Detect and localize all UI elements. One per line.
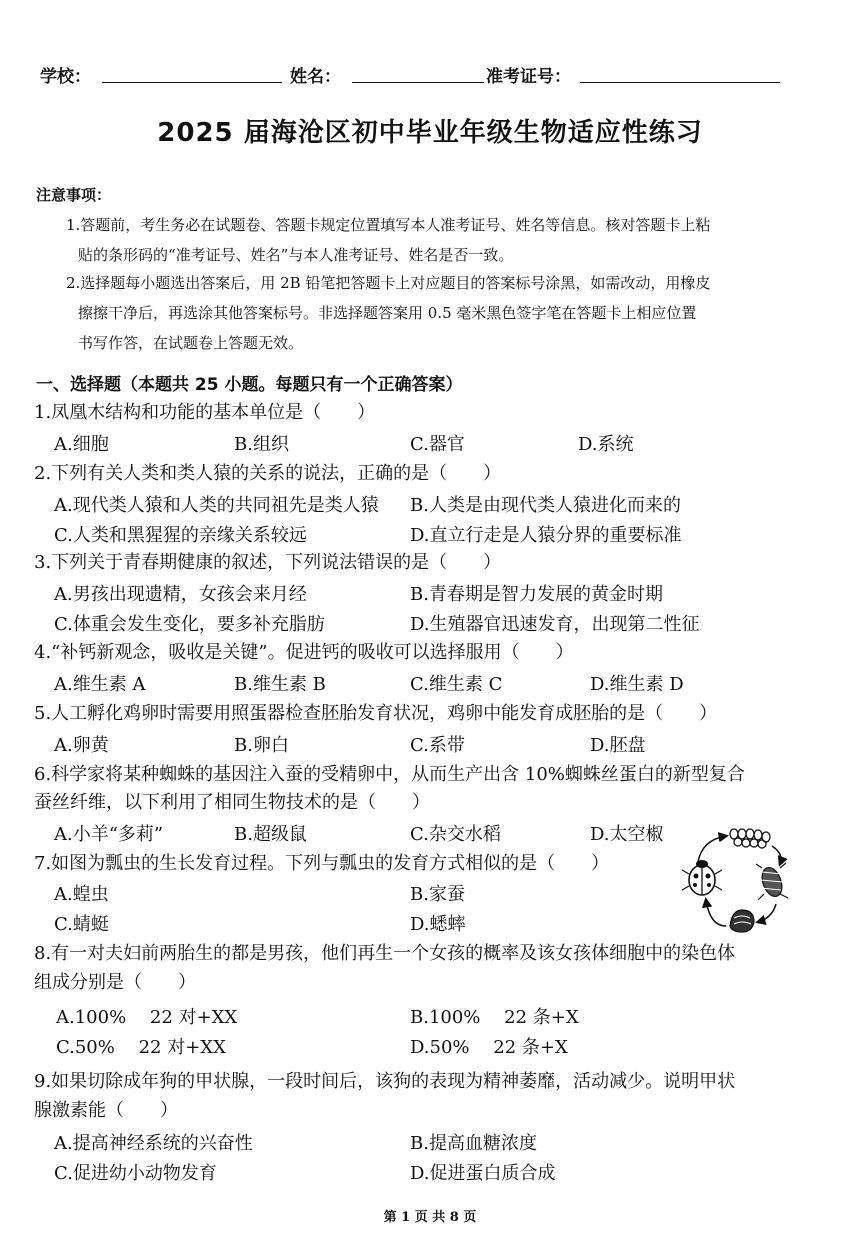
question-8-option-d: D.50% 22 条+X xyxy=(410,1037,568,1058)
question-3-option-d: D.生殖器官迅速发育，出现第二性征 xyxy=(410,614,700,635)
question-5-option-a: A.卵黄 xyxy=(54,735,109,756)
question-8-option-a: A.100% 22 对+XX xyxy=(56,1007,238,1028)
notice-item1-line1: 1.答题前，考生务必在试题卷、答题卡规定位置填写本人准考证号、姓名等信息。核对答题卡上粘 xyxy=(66,216,711,234)
question-4-option-d: D.维生素 D xyxy=(590,674,684,695)
question-8-stem-line2: 组成分别是（ ） xyxy=(34,972,196,993)
question-2-option-d: D.直立行走是人猿分界的重要标准 xyxy=(410,525,682,546)
question-2-stem: 2.下列有关人类和类人猿的关系的说法，正确的是（ ） xyxy=(34,463,502,484)
question-2-option-a: A.现代类人猿和人类的共同祖先是类人猿 xyxy=(54,495,379,516)
question-4-option-c: C.维生素 C xyxy=(410,674,503,695)
name-blank xyxy=(352,82,484,83)
section-title: 一、选择题（本题共 25 小题。每题只有一个正确答案） xyxy=(36,375,463,395)
question-2-option-c: C.人类和黑猩猩的亲缘关系较远 xyxy=(54,525,307,546)
adult-ladybug-icon xyxy=(682,860,722,895)
question-9-stem-line1: 9.如果切除成年狗的甲状腺，一段时间后，该狗的表现为精神萎靡，活动减少。说明甲状 xyxy=(34,1071,736,1092)
pupa-icon xyxy=(730,910,754,932)
question-9-option-c: C.促进幼小动物发育 xyxy=(54,1163,217,1184)
question-8-option-b: B.100% 22 条+X xyxy=(410,1007,579,1028)
exam-title: 2025 届海沧区初中毕业年级生物适应性练习 xyxy=(157,118,703,148)
school-blank xyxy=(102,82,282,83)
question-7-option-b: B.家蚕 xyxy=(410,884,465,905)
question-6-stem-line2: 蚕丝纤维，以下利用了相同生物技术的是（ ） xyxy=(34,792,430,813)
question-8-stem-line1: 8.有一对夫妇前两胎生的都是男孩，他们再生一个女孩的概率及该女孩体细胞中的染色体 xyxy=(34,943,736,964)
question-5-option-b: B.卵白 xyxy=(234,735,289,756)
question-3-option-b: B.青春期是智力发展的黄金时期 xyxy=(410,584,663,605)
question-4-stem: 4.“补钙新观念，吸收是关键”。促进钙的吸收可以选择服用（ ） xyxy=(34,642,574,663)
exam-id-label: 准考证号： xyxy=(486,67,571,87)
question-6-option-a: A.小羊“多莉” xyxy=(54,824,164,845)
question-1-stem: 1.凤凰木结构和功能的基本单位是（ ） xyxy=(34,402,376,423)
question-8-option-c: C.50% 22 对+XX xyxy=(56,1037,226,1058)
notice-item2-line2: 擦擦干净后，再选涂其他答案标号。非选择题答案用 0.5 毫米黑色签字笔在答题卡上相应位置 xyxy=(78,304,697,322)
question-2-option-b: B.人类是由现代类人猿进化而来的 xyxy=(410,495,681,516)
page-footer: 第 1 页 共 8 页 xyxy=(383,1210,477,1225)
notice-item2-line3: 书写作答，在试题卷上答题无效。 xyxy=(78,334,304,352)
question-1-option-c: C.器官 xyxy=(410,434,465,455)
question-4-option-b: B.维生素 B xyxy=(234,674,326,695)
notice-heading: 注意事项： xyxy=(36,186,112,204)
question-6-option-d: D.太空椒 xyxy=(590,824,664,845)
question-1-option-a: A.细胞 xyxy=(54,434,109,455)
question-9-option-a: A.提高神经系统的兴奋性 xyxy=(54,1133,253,1154)
question-6-option-b: B.超级鼠 xyxy=(234,824,307,845)
question-6-option-c: C.杂交水稻 xyxy=(410,824,501,845)
question-7-option-d: D.蟋蟀 xyxy=(410,914,466,935)
question-7-stem: 7.如图为瓢虫的生长发育过程。下列与瓢虫的发育方式相似的是（ ） xyxy=(34,853,610,874)
question-5-option-c: C.系带 xyxy=(410,735,465,756)
egg-cluster-icon xyxy=(730,829,770,848)
question-3-stem: 3.下列关于青春期健康的叙述，下列说法错误的是（ ） xyxy=(34,552,502,573)
question-7-option-c: C.蜻蜓 xyxy=(54,914,109,935)
question-5-stem: 5.人工孵化鸡卵时需要用照蛋器检查胚胎发育状况，鸡卵中能发育成胚胎的是（ ） xyxy=(34,703,718,724)
question-9-option-b: B.提高血糖浓度 xyxy=(410,1133,537,1154)
question-6-stem-line1: 6.科学家将某种蜘蛛的基因注入蚕的受精卵中，从而生产出含 10%蜘蛛丝蛋白的新型复合 xyxy=(34,764,745,785)
question-5-option-d: D.胚盘 xyxy=(590,735,646,756)
question-7-option-a: A.蝗虫 xyxy=(54,884,109,905)
school-label: 学校： xyxy=(40,67,91,87)
question-4-option-a: A.维生素 A xyxy=(54,674,146,695)
name-label: 姓名： xyxy=(290,67,341,87)
exam-id-blank xyxy=(580,82,780,83)
question-3-option-c: C.体重会发生变化，要多补充脂肪 xyxy=(54,614,325,635)
ladybug-life-cycle-diagram xyxy=(680,822,792,940)
question-1-option-b: B.组织 xyxy=(234,434,289,455)
question-9-stem-line2: 腺激素能（ ） xyxy=(34,1100,178,1121)
candidate-info-line xyxy=(40,62,820,88)
question-9-option-d: D.促进蛋白质合成 xyxy=(410,1163,556,1184)
larva-icon xyxy=(756,863,788,900)
question-1-option-d: D.系统 xyxy=(578,434,634,455)
question-3-option-a: A.男孩出现遗精，女孩会来月经 xyxy=(54,584,307,605)
notice-item2-line1: 2.选择题每小题选出答案后，用 2B 铅笔把答题卡上对应题目的答案标号涂黑，如需改动，用橡皮 xyxy=(66,274,711,292)
notice-item1-line2: 贴的条形码的“准考证号、姓名”与本人准考证号、姓名是否一致。 xyxy=(78,246,514,264)
